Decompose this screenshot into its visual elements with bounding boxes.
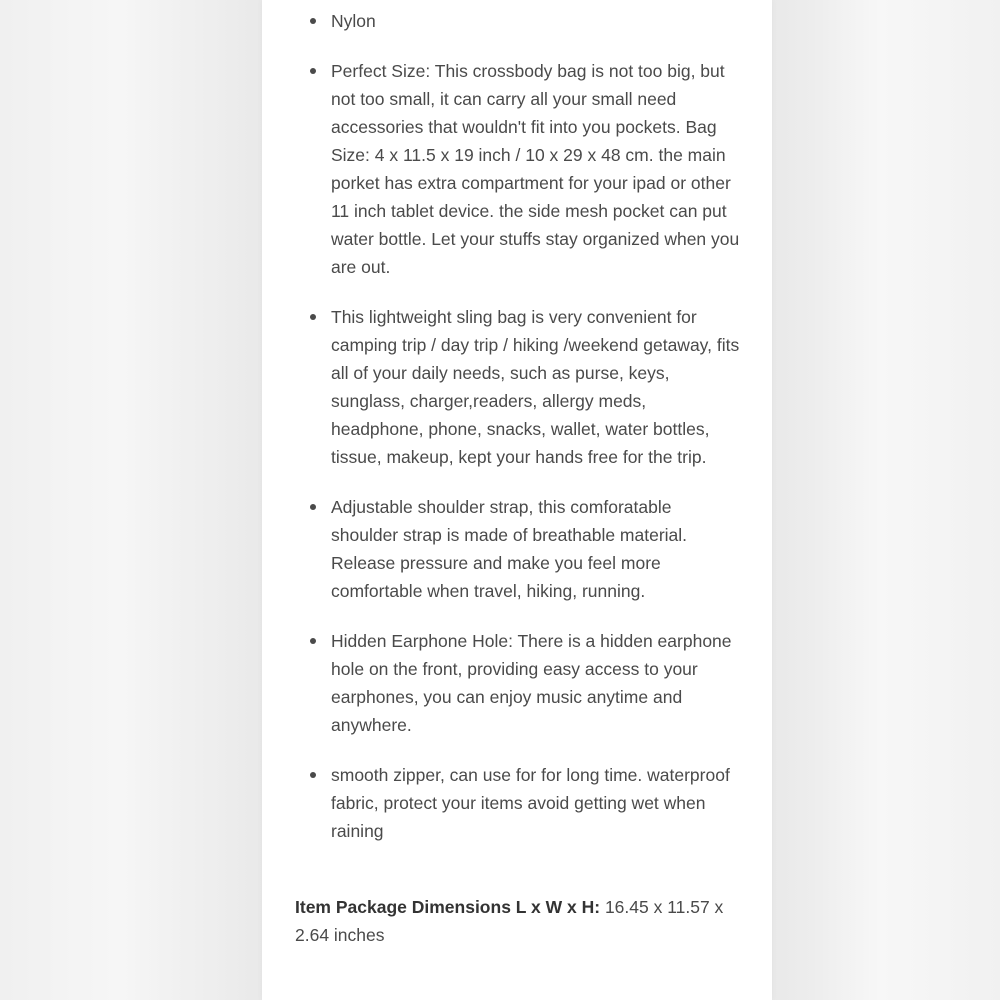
product-description-card <box>262 0 772 1000</box>
feature-list <box>262 7 772 867</box>
package-dimensions-value: 16.45 x 11.57 x 2.64 inches <box>295 897 724 945</box>
feature-item-material: Nylon <box>262 7 772 35</box>
package-dimensions-label: Item Package Dimensions L x W x H: <box>295 897 601 917</box>
package-dimensions <box>295 893 745 949</box>
feature-item-lightweight: This lightweight sling bag is very convenient for camping trip / day trip / hiking /weekend getaway, fits all of your daily needs, such as purse, keys, sunglass, charger,readers, allergy meds, headphone, phone, snacks, wallet, water bottles, tissue, makeup, kept your hands free for the trip. <box>262 303 772 471</box>
feature-item-zipper: smooth zipper, can use for for long time. waterproof fabric, protect your items avoid getting wet when raining <box>262 761 772 845</box>
feature-item-earphone-hole: Hidden Earphone Hole: There is a hidden earphone hole on the front, providing easy access to your earphones, you can enjoy music anytime and anywhere. <box>262 627 772 739</box>
feature-item-strap: Adjustable shoulder strap, this comforatable shoulder strap is made of breathable material. Release pressure and make you feel more comfortable when travel, hiking, running. <box>262 493 772 605</box>
feature-item-size: Perfect Size: This crossbody bag is not too big, but not too small, it can carry all your small need accessories that wouldn't fit into you pockets. Bag Size: 4 x 11.5 x 19 inch / 10 x 29 x 48 cm. the main porket has extra compartment for your ipad or other 11 inch tablet device. the side mesh pocket can put water bottle. Let your stuffs stay organized when you are out. <box>262 57 772 281</box>
